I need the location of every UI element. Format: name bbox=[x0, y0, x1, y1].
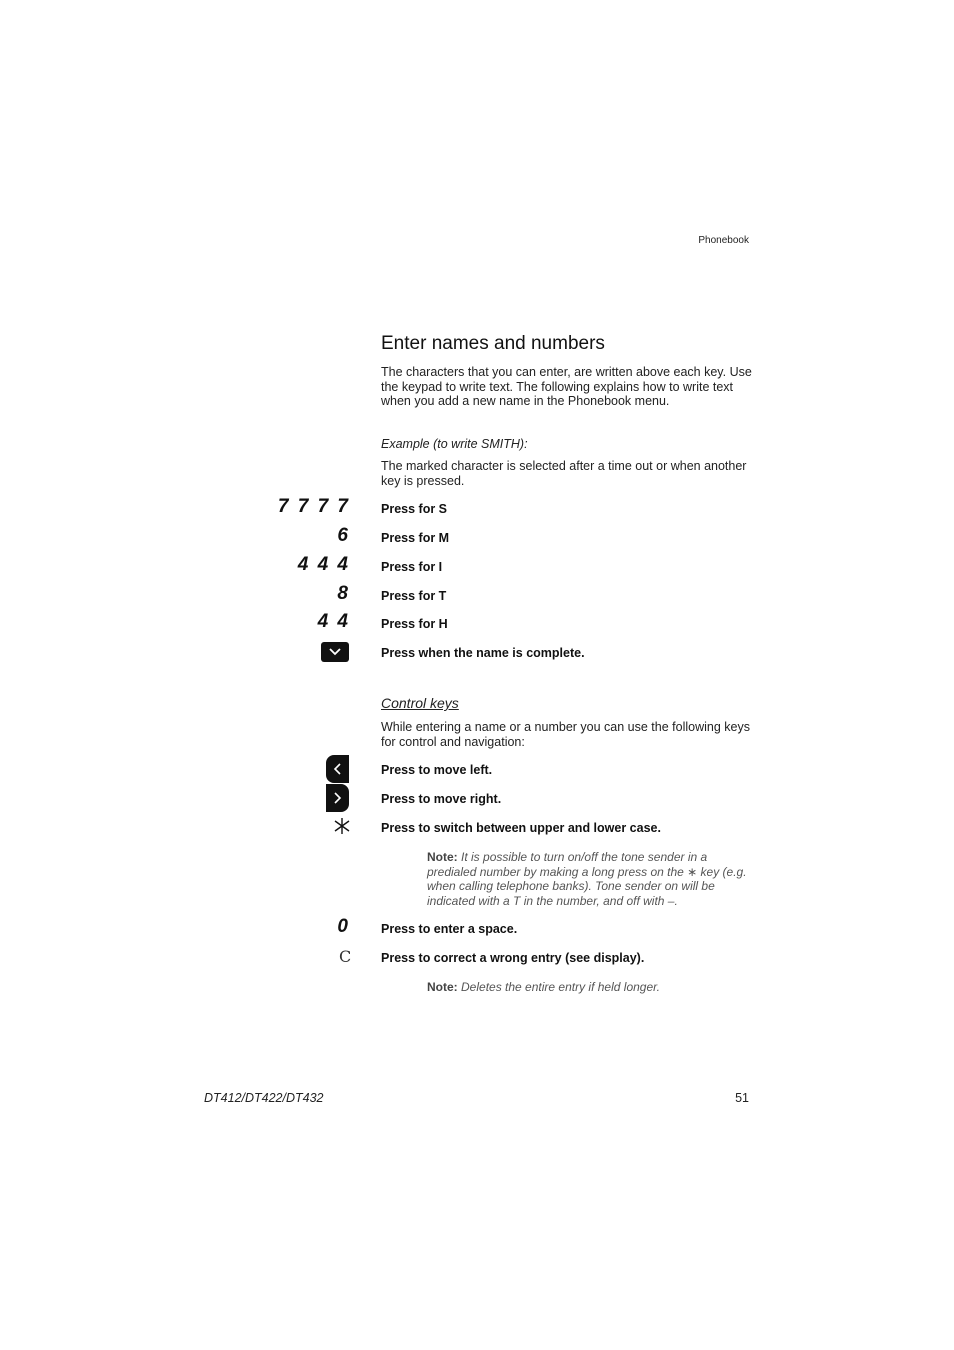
right-arrow-button-icon bbox=[326, 784, 349, 812]
example-heading: Example (to write SMITH): bbox=[381, 437, 528, 451]
page-title: Enter names and numbers bbox=[381, 333, 605, 354]
key-444: 4 4 4 bbox=[297, 554, 350, 575]
step-instruction: Press when the name is complete. bbox=[381, 646, 585, 660]
chevron-down-icon bbox=[321, 642, 349, 662]
note-tone-sender bbox=[427, 850, 757, 908]
footer-model: DT412/DT422/DT432 bbox=[204, 1091, 324, 1105]
key-6: 6 bbox=[337, 525, 350, 546]
note-text: Deletes the entire entry if held longer. bbox=[461, 980, 661, 994]
chevron-left-icon bbox=[326, 755, 349, 783]
page-number: 51 bbox=[735, 1091, 749, 1105]
down-arrow-button-icon bbox=[321, 642, 349, 662]
asterisk-key-icon bbox=[334, 817, 350, 840]
c-key-icon: C bbox=[339, 947, 352, 966]
step-instruction: Press for S bbox=[381, 502, 448, 516]
intro-paragraph: The characters that you can enter, are written above each key. Use the keypad to write text. The following explains how to write text when you add a new name in the Phonebook menu. bbox=[381, 365, 752, 408]
control-instruction: Press to switch between upper and lower case. bbox=[381, 821, 661, 835]
step-instruction: Press for H bbox=[381, 617, 448, 631]
step-instruction: Press for T bbox=[381, 589, 447, 603]
asterisk-icon bbox=[334, 817, 350, 835]
control-keys-heading: Control keys bbox=[381, 695, 459, 711]
left-arrow-button-icon bbox=[326, 755, 349, 783]
control-instruction: Press to move left. bbox=[381, 763, 493, 777]
key-0: 0 bbox=[337, 916, 350, 937]
example-text: The marked character is selected after a time out or when another key is pressed. bbox=[381, 459, 747, 488]
step-instruction: Press for M bbox=[381, 531, 450, 545]
control-instruction: Press to enter a space. bbox=[381, 922, 518, 936]
note-text: It is possible to turn on/off the tone sender in a predialed number by making a long press on the ∗ key (e.g. when calling telephone banks). Tone sender on will be indicated with a T in the number, and off with –. bbox=[427, 850, 747, 908]
key-7777: 7 7 7 7 bbox=[277, 496, 350, 517]
step-instruction: Press for I bbox=[381, 560, 443, 574]
key-8: 8 bbox=[337, 583, 350, 604]
note-delete-entry bbox=[427, 980, 757, 995]
key-44: 4 4 bbox=[317, 611, 350, 632]
note-label: Note: bbox=[427, 850, 458, 864]
control-instruction: Press to move right. bbox=[381, 792, 502, 806]
control-keys-text: While entering a name or a number you can use the following keys for control and navigation: bbox=[381, 720, 750, 749]
control-instruction: Press to correct a wrong entry (see display). bbox=[381, 951, 645, 965]
running-header: Phonebook bbox=[698, 235, 749, 246]
note-label: Note: bbox=[427, 980, 458, 994]
chevron-right-icon bbox=[326, 784, 349, 812]
